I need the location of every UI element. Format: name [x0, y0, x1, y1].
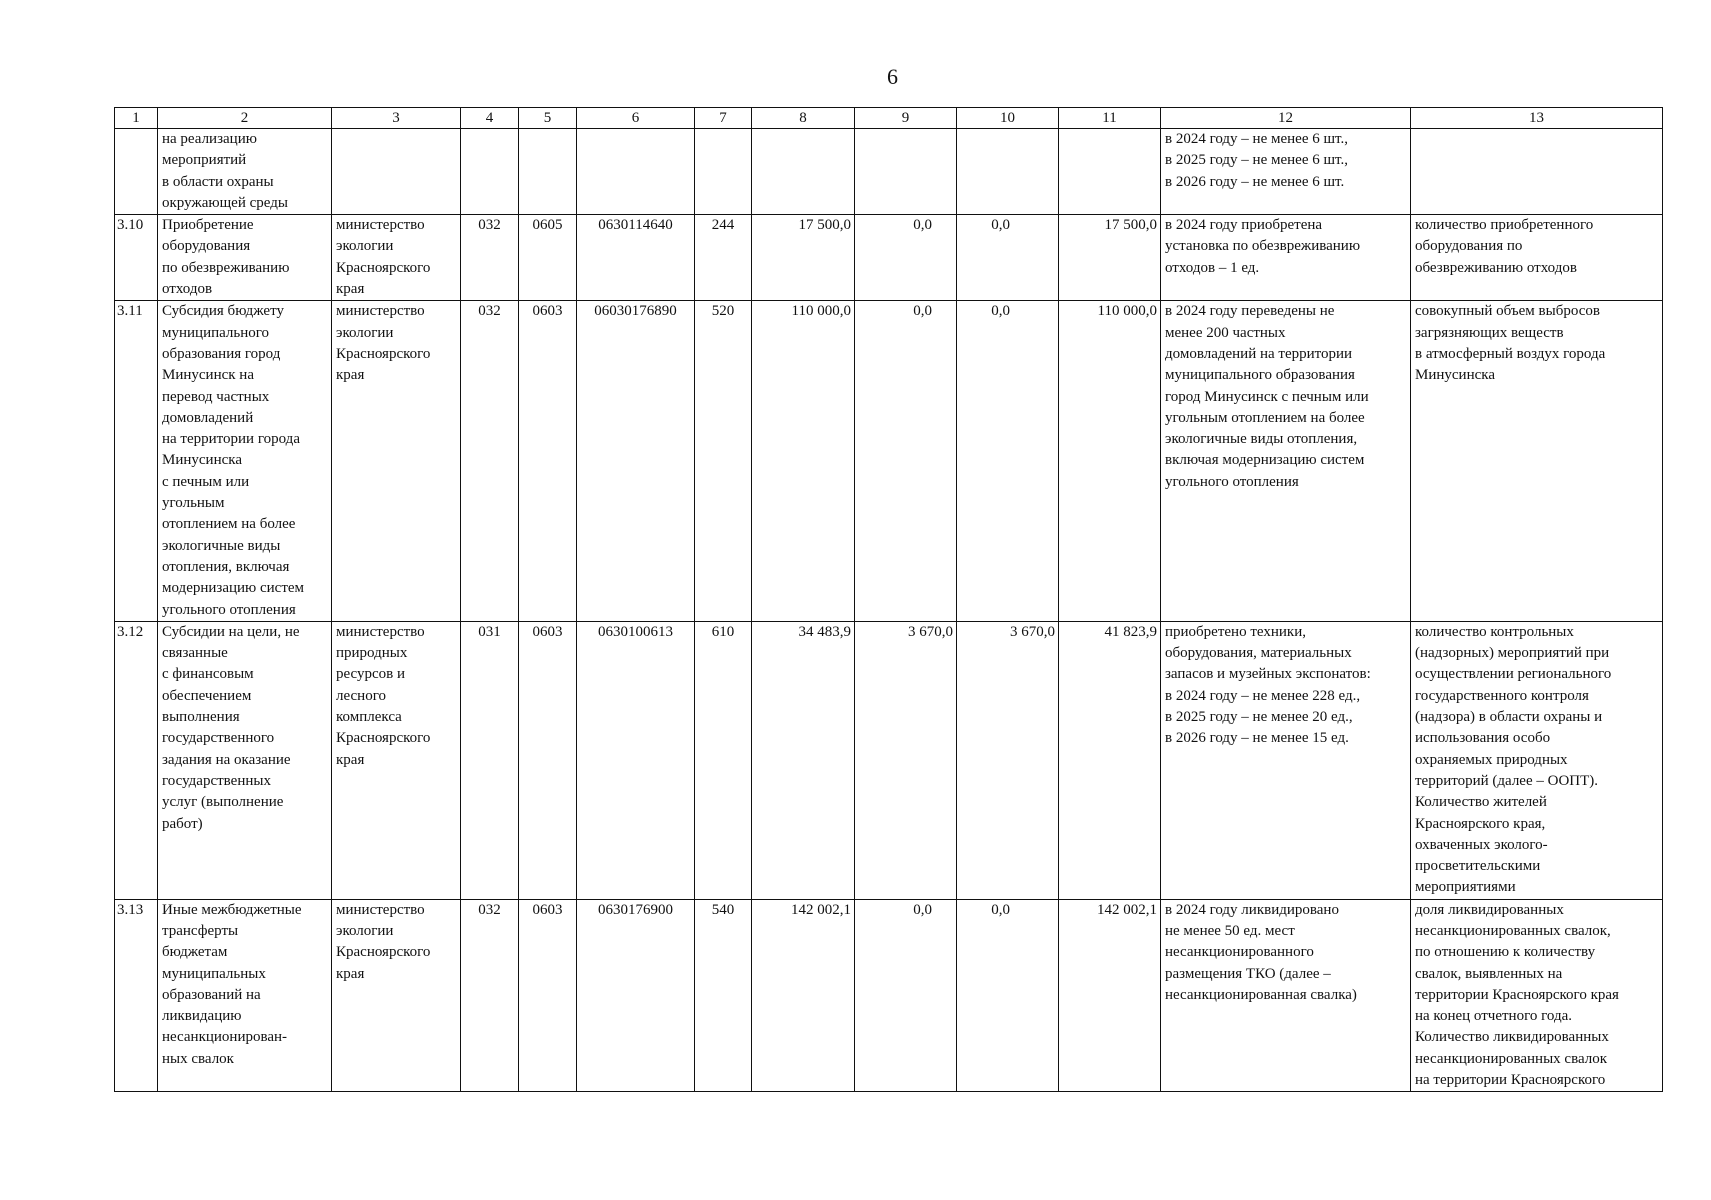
column-number-row — [115, 108, 1663, 129]
row-number: 3.11 — [115, 301, 158, 621]
table-row — [115, 301, 1663, 621]
amount-2025: 0,0 — [855, 899, 957, 1092]
amount-2024: 34 483,9 — [752, 621, 855, 899]
amount-2026: 0,0 — [957, 301, 1059, 621]
indicator: совокупный объем выбросов загрязняющих веществ в атмосферный воздух города Минусинска — [1411, 301, 1663, 621]
grbs-code: 032 — [461, 301, 519, 621]
executor: министерство экологии Красноярского края — [332, 301, 461, 621]
section-code: 0603 — [519, 621, 577, 899]
executor: министерство экологии Красноярского края — [332, 215, 461, 301]
column-header: 6 — [577, 108, 695, 129]
expected-result: приобретено техники, оборудования, материальных запасов и музейных экспонатов: в 2024 году – не менее 228 ед., в 2025 году – не менее 20 ед., в 2026 году – не менее 15 ед. — [1161, 621, 1411, 899]
amount-2025 — [855, 129, 957, 215]
amount-total: 41 823,9 — [1059, 621, 1161, 899]
target-article-code: 0630114640 — [577, 215, 695, 301]
measure-name: Иные межбюджетные трансферты бюджетам муниципальных образований на ликвидацию несанкционирован- ных свалок — [158, 899, 332, 1092]
measure-name: Приобретение оборудования по обезвреживанию отходов — [158, 215, 332, 301]
row-number — [115, 129, 158, 215]
column-header: 4 — [461, 108, 519, 129]
amount-2024 — [752, 129, 855, 215]
table-row — [115, 899, 1663, 1092]
page-number: 6 — [887, 64, 898, 89]
grbs-code — [461, 129, 519, 215]
executor — [332, 129, 461, 215]
table-row — [115, 129, 1663, 215]
measure-name: на реализацию мероприятий в области охраны окружающей среды — [158, 129, 332, 215]
indicator: количество контрольных (надзорных) мероприятий при осуществлении регионального государственного контроля (надзора) в области охраны и использования особо охраняемых природных территорий (далее – ООПТ). Количество жителей Красноярского края, охваченных эколого- просветительскими мероприятиями — [1411, 621, 1663, 899]
table-row — [115, 215, 1663, 301]
indicator — [1411, 129, 1663, 215]
column-header: 5 — [519, 108, 577, 129]
section-code — [519, 129, 577, 215]
amount-2024: 110 000,0 — [752, 301, 855, 621]
amount-2026: 3 670,0 — [957, 621, 1059, 899]
column-header: 3 — [332, 108, 461, 129]
target-article-code: 0630100613 — [577, 621, 695, 899]
row-number: 3.10 — [115, 215, 158, 301]
expected-result: в 2024 году приобретена установка по обезвреживанию отходов – 1 ед. — [1161, 215, 1411, 301]
expense-type-code: 244 — [695, 215, 752, 301]
amount-2025: 3 670,0 — [855, 621, 957, 899]
column-header: 8 — [752, 108, 855, 129]
expense-type-code — [695, 129, 752, 215]
amount-total: 142 002,1 — [1059, 899, 1161, 1092]
executor: министерство экологии Красноярского края — [332, 899, 461, 1092]
expense-type-code: 540 — [695, 899, 752, 1092]
executor: министерство природных ресурсов и лесного комплекса Красноярского края — [332, 621, 461, 899]
amount-2026 — [957, 129, 1059, 215]
amount-2025: 0,0 — [855, 301, 957, 621]
amount-total: 110 000,0 — [1059, 301, 1161, 621]
column-header: 2 — [158, 108, 332, 129]
amount-total: 17 500,0 — [1059, 215, 1161, 301]
amount-total — [1059, 129, 1161, 215]
column-header: 12 — [1161, 108, 1411, 129]
table-row — [115, 621, 1663, 899]
expected-result: в 2024 году ликвидировано не менее 50 ед. мест несанкционированного размещения ТКО (далее – несанкционированная свалка) — [1161, 899, 1411, 1092]
expense-type-code: 520 — [695, 301, 752, 621]
expense-type-code: 610 — [695, 621, 752, 899]
grbs-code: 031 — [461, 621, 519, 899]
column-header: 9 — [855, 108, 957, 129]
amount-2025: 0,0 — [855, 215, 957, 301]
column-header: 1 — [115, 108, 158, 129]
column-header: 13 — [1411, 108, 1663, 129]
target-article-code — [577, 129, 695, 215]
amount-2026: 0,0 — [957, 215, 1059, 301]
grbs-code: 032 — [461, 215, 519, 301]
grbs-code: 032 — [461, 899, 519, 1092]
row-number: 3.13 — [115, 899, 158, 1092]
amount-2024: 17 500,0 — [752, 215, 855, 301]
amount-2024: 142 002,1 — [752, 899, 855, 1092]
target-article-code: 06030176890 — [577, 301, 695, 621]
measure-name: Субсидия бюджету муниципального образования город Минусинск на перевод частных домовладений на территории города Минусинска с печным или угольным отоплением на более экологичные виды отопления, включая модернизацию систем угольного отопления — [158, 301, 332, 621]
amount-2026: 0,0 — [957, 899, 1059, 1092]
section-code: 0603 — [519, 301, 577, 621]
program-measures-table — [114, 107, 1663, 1092]
target-article-code: 0630176900 — [577, 899, 695, 1092]
indicator: доля ликвидированных несанкционированных свалок, по отношению к количеству свалок, выявленных на территории Красноярского края на конец отчетного года. Количество ликвидированных несанкционированных свалок на территории Красноярского — [1411, 899, 1663, 1092]
column-header: 11 — [1059, 108, 1161, 129]
column-header: 10 — [957, 108, 1059, 129]
measure-name: Субсидии на цели, не связанные с финансовым обеспечением выполнения государственного задания на оказание государственных услуг (выполнение работ) — [158, 621, 332, 899]
expected-result: в 2024 году переведены не менее 200 частных домовладений на территории муниципального образования город Минусинск с печным или угольным отоплением на более экологичные виды отопления, включая модернизацию систем угольного отопления — [1161, 301, 1411, 621]
row-number: 3.12 — [115, 621, 158, 899]
section-code: 0605 — [519, 215, 577, 301]
column-header: 7 — [695, 108, 752, 129]
section-code: 0603 — [519, 899, 577, 1092]
indicator: количество приобретенного оборудования по обезвреживанию отходов — [1411, 215, 1663, 301]
expected-result: в 2024 году – не менее 6 шт., в 2025 году – не менее 6 шт., в 2026 году – не менее 6 шт. — [1161, 129, 1411, 215]
